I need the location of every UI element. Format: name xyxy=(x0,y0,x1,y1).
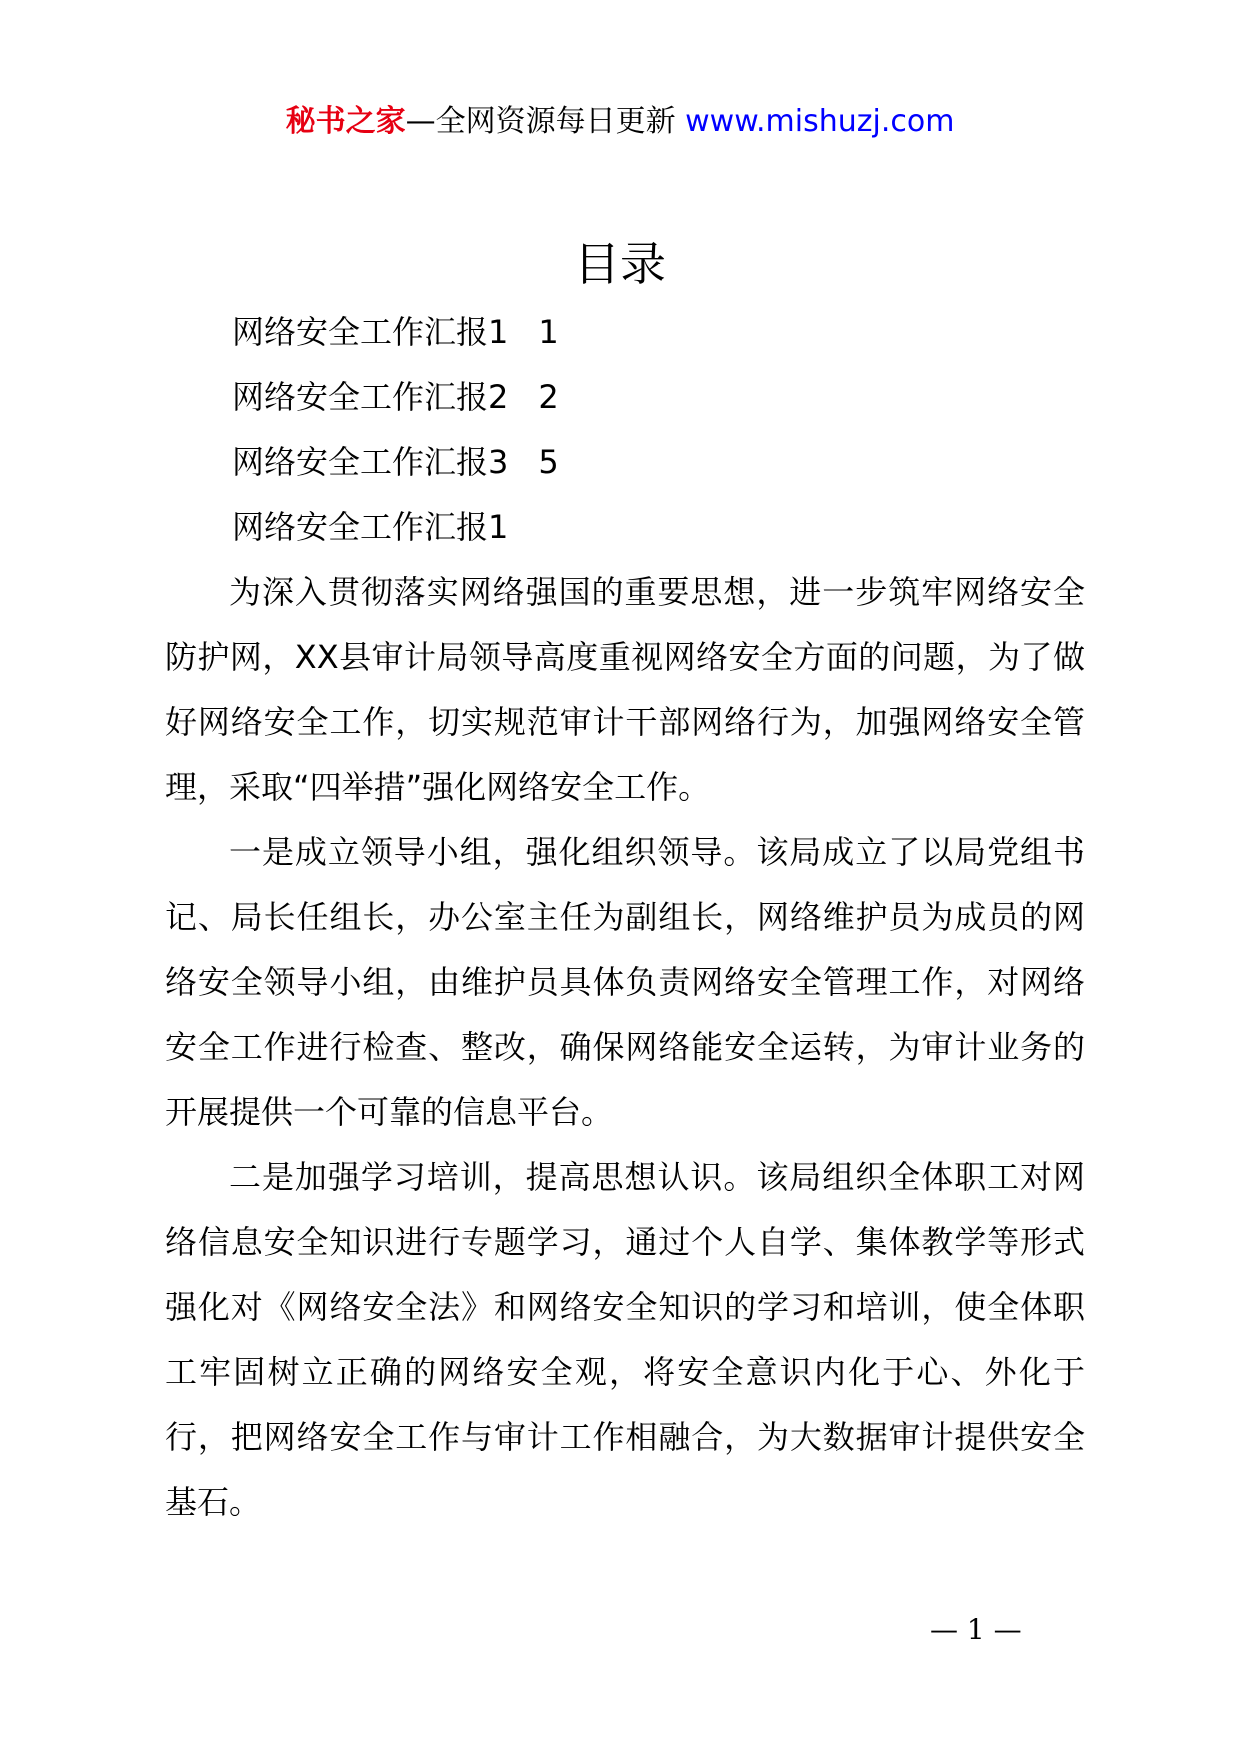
document-body xyxy=(165,560,1085,1535)
toc-item-page: 1 xyxy=(538,313,559,351)
section-heading: 网络安全工作汇报1 xyxy=(232,508,509,546)
toc-item-page: 5 xyxy=(538,443,559,481)
brand-name: 秘书之家 xyxy=(285,104,406,139)
paragraph-measure-1: 一是成立领导小组，强化组织领导。该局成立了以局党组书记、局长任组长，办公室主任为副组长，网络维护员为成员的网络安全领导小组，由维护员具体负责网络安全管理工作，对网络安全工作进行检查、整改，确保网络能安全运转，为审计业务的开展提供一个可靠的信息平台。 xyxy=(165,833,1085,1131)
paragraph-intro: 为深入贯彻落实网络强国的重要思想，进一步筑牢网络安全防护网，XX县审计局领导高度重视网络安全方面的问题，为了做好网络安全工作，切实规范审计干部网络行为，加强网络安全管理，采取“四举措”强化网络安全工作。 xyxy=(165,573,1085,806)
toc-item-3[interactable] xyxy=(232,430,559,495)
page-title: 目录 xyxy=(574,237,666,291)
toc-item-label: 网络安全工作汇报3 xyxy=(232,443,509,481)
toc-item-label: 网络安全工作汇报1 xyxy=(232,313,509,351)
toc-item-label: 网络安全工作汇报2 xyxy=(232,378,509,416)
table-of-contents xyxy=(232,300,559,560)
toc-item-page: 2 xyxy=(538,378,559,416)
toc-item-1[interactable] xyxy=(232,300,559,365)
header-tagline: —全网资源每日更新 xyxy=(405,104,676,139)
toc-item-2[interactable] xyxy=(232,365,559,430)
site-url-link[interactable]: www.mishuzj.com xyxy=(685,104,955,139)
paragraph-measure-2: 二是加强学习培训，提高思想认识。该局组织全体职工对网络信息安全知识进行专题学习，通过个人自学、集体教学等形式强化对《网络安全法》和网络安全知识的学习和培训，使全体职工牢固树立正确的网络安全观，将安全意识内化于心、外化于行，把网络安全工作与审计工作相融合，为大数据审计提供安全基石。 xyxy=(165,1158,1085,1521)
page-number: — 1 — xyxy=(930,1613,1022,1646)
site-header xyxy=(0,100,1240,144)
